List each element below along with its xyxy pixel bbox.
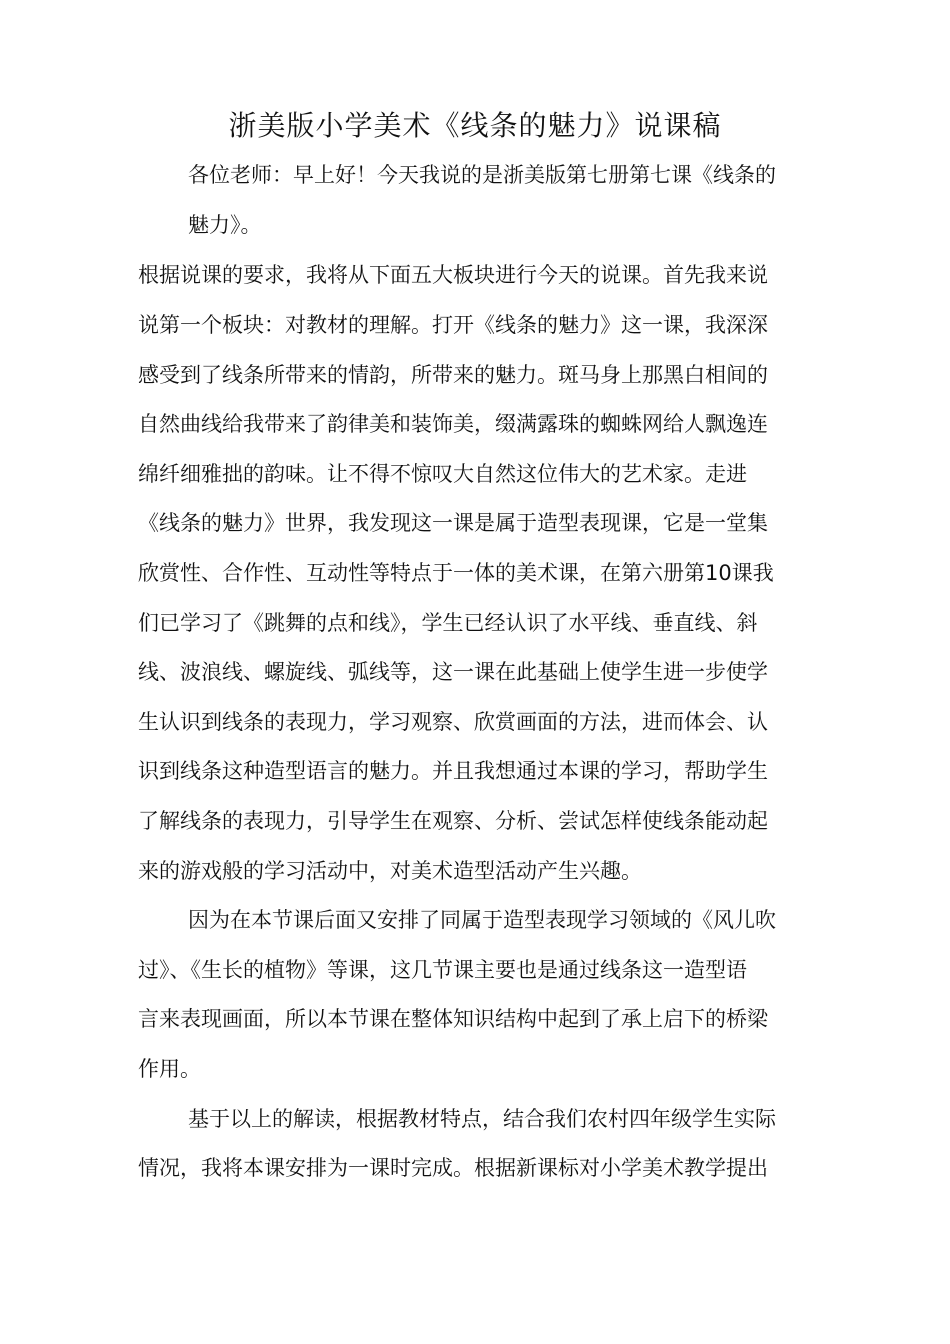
text-line: 根据说课的要求，我将从下面五大板块进行今天的说课。首先我来说 bbox=[138, 263, 768, 287]
text-line: 情况，我将本课安排为一课时完成。根据新课标对小学美术教学提出 bbox=[138, 1156, 768, 1180]
text-line: 们已学习了《跳舞的点和线》，学生已经认识了水平线、垂直线、斜 bbox=[138, 611, 758, 635]
text-line: 作用。 bbox=[138, 1057, 201, 1081]
text-line: 线、波浪线、螺旋线、弧线等，这一课在此基础上使学生进一步使学 bbox=[138, 660, 768, 684]
text-line: 因为在本节课后面又安排了同属于造型表现学习领域的《风儿吹 bbox=[188, 908, 776, 932]
text-line: 各位老师：早上好！今天我说的是浙美版第七册第七课《线条的 bbox=[188, 163, 776, 187]
text-line: 《线条的魅力》世界，我发现这一课是属于造型表现课，它是一堂集 bbox=[138, 511, 768, 535]
text-line: 感受到了线条所带来的情韵，所带来的魅力。斑马身上那黑白相间的 bbox=[138, 363, 768, 387]
text-line: 绵纤细雅拙的韵味。让不得不惊叹大自然这位伟大的艺术家。走进 bbox=[138, 462, 747, 486]
text-line: 魅力》。 bbox=[188, 213, 262, 237]
text-line: 了解线条的表现力，引导学生在观察、分析、尝试怎样使线条能动起 bbox=[138, 809, 768, 833]
text-line: 来的游戏般的学习活动中，对美术造型活动产生兴趣。 bbox=[138, 859, 642, 883]
text-line: 过》、《生长的植物》等课，这几节课主要也是通过线条这一造型语 bbox=[138, 958, 747, 982]
text-line: 说第一个板块：对教材的理解。打开《线条的魅力》这一课，我深深 bbox=[138, 313, 768, 337]
text-line: 生认识到线条的表现力，学习观察、欣赏画面的方法，进而体会、认 bbox=[138, 710, 768, 734]
text-line: 欣赏性、合作性、互动性等特点于一体的美术课，在第六册第10课我 bbox=[138, 561, 774, 585]
document-title: 浙美版小学美术《线条的魅力》说课稿 bbox=[228, 109, 722, 142]
text-line: 言来表现画面，所以本节课在整体知识结构中起到了承上启下的桥梁 bbox=[138, 1007, 768, 1031]
text-line: 自然曲线给我带来了韵律美和装饰美，缀满露珠的蜘蛛网给人飘逸连 bbox=[138, 412, 768, 436]
text-line: 识到线条这种造型语言的魅力。并且我想通过本课的学习，帮助学生 bbox=[138, 759, 768, 783]
text-line: 基于以上的解读，根据教材特点，结合我们农村四年级学生实际 bbox=[188, 1107, 776, 1131]
